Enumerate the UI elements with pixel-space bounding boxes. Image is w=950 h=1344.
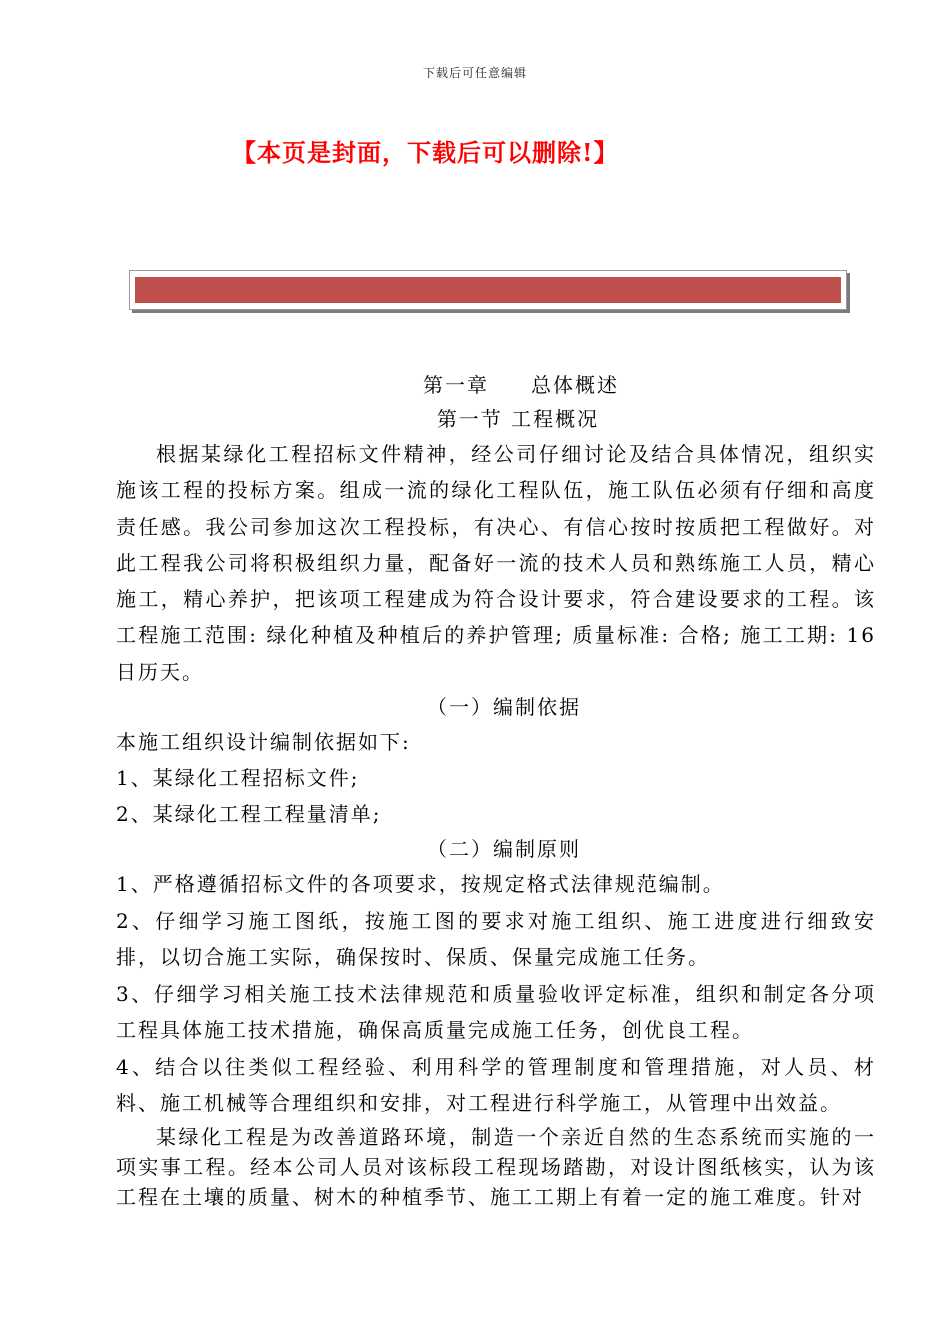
principle-item: 2、仔细学习施工图纸，按施工图的要求对施工组织、施工进度进行细致安排，以切合施工实际，确保按时、保质、保量完成施工任务。 (116, 908, 876, 970)
section-title: 第一节 工程概况 (436, 407, 600, 431)
basis-item: 2、某绿化工程工程量清单; (116, 802, 382, 827)
principle-item: 4、结合以往类似工程经验、利用科学的管理制度和管理措施，对人员、材料、施工机械等合理组织和安排，对工程进行科学施工，从管理中出效益。 (116, 1054, 876, 1116)
principle-item: 3、仔细学习相关施工技术法律规范和质量验收评定标准，组织和制定各分项工程具体施工技术措施，确保高质量完成施工任务，创优良工程。 (116, 981, 876, 1043)
basis-item: 1、某绿化工程招标文件; (116, 766, 360, 791)
page-header-note: 下载后可任意编辑 (422, 66, 527, 80)
principle-item: 1、严格遵循招标文件的各项要求，按规定格式法律规范编制。 (116, 872, 725, 897)
document-body (116, 368, 876, 1212)
chapter-label: 第一章 (423, 373, 489, 397)
basis-heading: （一）编制依据 (427, 695, 581, 720)
principles-heading: （二）编制原则 (427, 837, 581, 862)
decorative-banner-fill (135, 277, 841, 303)
basis-intro: 本施工组织设计编制依据如下: (116, 730, 411, 755)
decorative-banner (129, 270, 847, 310)
intro-paragraph: 根据某绿化工程招标文件精神，经公司仔细讨论及结合具体情况，组织实施该工程的投标方案。组成一流的绿化工程队伍，施工队伍必须有仔细和高度责任感。我公司参加这次工程投标，有决心、有信心按时按质把工程做好。对此工程我公司将积极组织力量，配备好一流的技术人员和熟练施工人员，精心施工，精心养护，把该项工程建成为符合设计要求，符合建设要求的工程。该工程施工范围: 绿化种植及种植后的养护管理; 质量标准: 合格; 施工工期: 16日历天。 (116, 442, 876, 684)
cover-delete-notice: 【本页是封面，下载后可以删除!】 (232, 138, 619, 167)
chapter-name: 总体概述 (531, 373, 619, 397)
closing-paragraph: 某绿化工程是为改善道路环境，制造一个亲近自然的生态系统而实施的一项实事工程。经本公司人员对该标段工程现场踏勘，对设计图纸核实，认为该工程在土壤的质量、树木的种植季节、施工工期上有着一定的施工难度。针对 (116, 1124, 876, 1209)
chapter-title (116, 368, 876, 402)
